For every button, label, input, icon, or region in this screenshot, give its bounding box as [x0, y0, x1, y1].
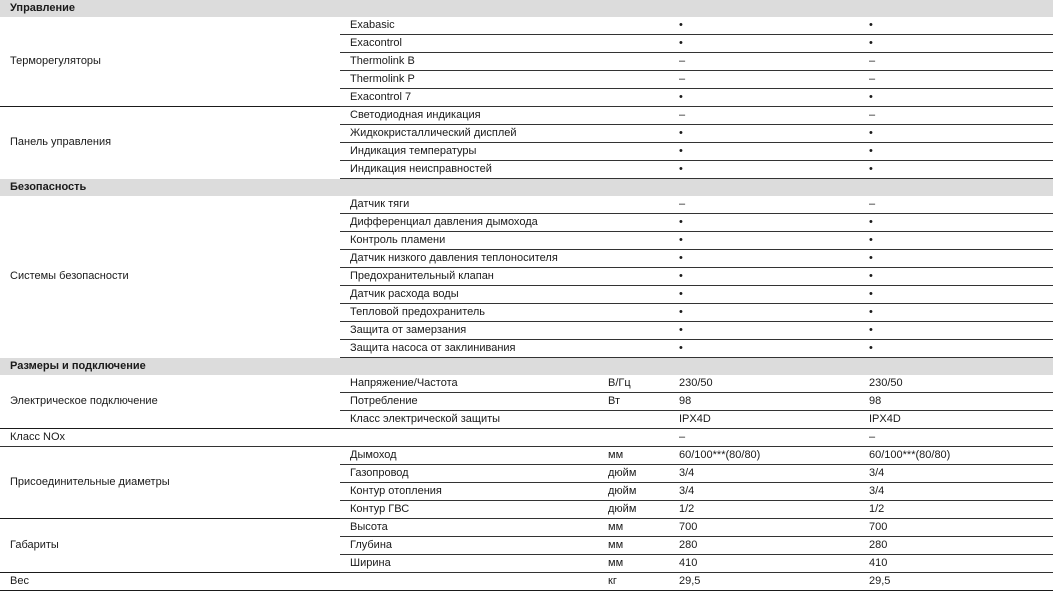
value-model-2: 280 — [865, 537, 1053, 555]
value-model-2: – — [865, 53, 1053, 71]
value-model-1: • — [675, 286, 865, 304]
param-name: Exacontrol 7 — [340, 89, 594, 107]
table-row — [0, 519, 1053, 537]
section-header-safety — [0, 179, 1053, 197]
param-name: Контроль пламени — [340, 232, 594, 250]
unit: дюйм — [594, 483, 675, 501]
param-name: Предохранительный клапан — [340, 268, 594, 286]
param-name: Дымоход — [340, 447, 594, 465]
value-model-1: 280 — [675, 537, 865, 555]
param-name: Светодиодная индикация — [340, 107, 594, 125]
value-model-1: • — [675, 304, 865, 322]
table-row — [0, 573, 1053, 591]
unit: дюйм — [594, 465, 675, 483]
value-model-1: • — [675, 322, 865, 340]
unit: дюйм — [594, 501, 675, 519]
value-model-1: • — [675, 143, 865, 161]
param-name: Тепловой предохранитель — [340, 304, 594, 322]
value-model-1: 3/4 — [675, 483, 865, 501]
section-title: Размеры и подключение — [0, 358, 1053, 376]
param-name: Датчик низкого давления теплоносителя — [340, 250, 594, 268]
value-model-1: • — [675, 232, 865, 250]
unit: мм — [594, 537, 675, 555]
value-model-2: • — [865, 143, 1053, 161]
param-name: Exabasic — [340, 17, 594, 35]
param-name: Высота — [340, 519, 594, 537]
group-label: Терморегуляторы — [10, 55, 101, 67]
unit — [594, 232, 675, 250]
value-model-1: • — [675, 268, 865, 286]
value-model-1: – — [675, 196, 865, 214]
param-name: Индикация температуры — [340, 143, 594, 161]
value-model-1: 60/100***(80/80) — [675, 447, 865, 465]
param-name: Жидкокристаллический дисплей — [340, 125, 594, 143]
value-model-1: 410 — [675, 555, 865, 573]
unit — [594, 340, 675, 358]
table-row — [0, 107, 1053, 125]
param-name: Exacontrol — [340, 35, 594, 53]
value-model-2: • — [865, 125, 1053, 143]
unit — [594, 411, 675, 429]
value-model-2: 700 — [865, 519, 1053, 537]
param-name: Датчик расхода воды — [340, 286, 594, 304]
value-model-1: – — [675, 53, 865, 71]
value-model-1: 230/50 — [675, 375, 865, 393]
table-row — [0, 375, 1053, 393]
value-model-2: • — [865, 322, 1053, 340]
unit — [594, 89, 675, 107]
unit — [594, 286, 675, 304]
value-model-2: • — [865, 17, 1053, 35]
unit — [594, 35, 675, 53]
param-name: Контур ГВС — [340, 501, 594, 519]
param-name: Газопровод — [340, 465, 594, 483]
value-model-1: – — [675, 71, 865, 89]
value-model-1: • — [675, 161, 865, 179]
value-model-2: • — [865, 35, 1053, 53]
param-name: Контур отопления — [340, 483, 594, 501]
value-model-2: – — [865, 196, 1053, 214]
group-label: Вес — [0, 573, 340, 591]
value-model-1: 98 — [675, 393, 865, 411]
value-model-2: 230/50 — [865, 375, 1053, 393]
value-model-1: – — [675, 107, 865, 125]
unit: мм — [594, 555, 675, 573]
value-model-2: 98 — [865, 393, 1053, 411]
param-name: Класс электрической защиты — [340, 411, 594, 429]
group-label: Присоединительные диаметры — [10, 476, 170, 488]
value-model-2: • — [865, 250, 1053, 268]
param-name: Глубина — [340, 537, 594, 555]
table-row — [0, 17, 1053, 35]
value-model-1: 700 — [675, 519, 865, 537]
value-model-2: • — [865, 268, 1053, 286]
value-model-2: • — [865, 304, 1053, 322]
unit — [594, 161, 675, 179]
table-row — [0, 429, 1053, 447]
table-row — [0, 447, 1053, 465]
param-name — [340, 573, 594, 591]
value-model-2: • — [865, 232, 1053, 250]
section-title: Управление — [0, 0, 1053, 17]
value-model-2: IPX4D — [865, 411, 1053, 429]
param-name: Напряжение/Частота — [340, 375, 594, 393]
value-model-2: – — [865, 107, 1053, 125]
value-model-2: • — [865, 214, 1053, 232]
unit — [594, 196, 675, 214]
value-model-2: – — [865, 71, 1053, 89]
unit: мм — [594, 519, 675, 537]
section-title: Безопасность — [0, 179, 1053, 197]
unit: В/Гц — [594, 375, 675, 393]
unit — [594, 107, 675, 125]
value-model-1: IPX4D — [675, 411, 865, 429]
unit — [594, 53, 675, 71]
value-model-1: • — [675, 125, 865, 143]
unit — [594, 125, 675, 143]
param-name: Thermolink B — [340, 53, 594, 71]
unit: кг — [594, 573, 675, 591]
value-model-2: 410 — [865, 555, 1053, 573]
value-model-2: • — [865, 286, 1053, 304]
param-name: Ширина — [340, 555, 594, 573]
param-name: Индикация неисправностей — [340, 161, 594, 179]
value-model-1: • — [675, 214, 865, 232]
value-model-1: • — [675, 35, 865, 53]
value-model-1: – — [675, 429, 865, 447]
group-label: Габариты — [0, 519, 340, 573]
group-label: Электрическое подключение — [10, 395, 158, 407]
group-label: Панель управления — [0, 107, 340, 179]
value-model-1: 1/2 — [675, 501, 865, 519]
value-model-1: 29,5 — [675, 573, 865, 591]
value-model-2: • — [865, 89, 1053, 107]
unit — [594, 143, 675, 161]
unit — [594, 268, 675, 286]
section-header-control — [0, 0, 1053, 17]
group-label: Класс NOx — [0, 429, 340, 447]
unit — [594, 250, 675, 268]
param-name: Датчик тяги — [340, 196, 594, 214]
table-row — [0, 196, 1053, 214]
param-name: Thermolink P — [340, 71, 594, 89]
unit — [594, 429, 675, 447]
value-model-1: • — [675, 340, 865, 358]
unit — [594, 17, 675, 35]
param-name: Защита от замерзания — [340, 322, 594, 340]
value-model-2: 3/4 — [865, 483, 1053, 501]
value-model-1: • — [675, 250, 865, 268]
param-name — [340, 429, 594, 447]
unit — [594, 71, 675, 89]
value-model-2: 3/4 — [865, 465, 1053, 483]
value-model-1: • — [675, 17, 865, 35]
group-label: Системы безопасности — [10, 270, 129, 283]
unit — [594, 304, 675, 322]
section-header-dimensions — [0, 358, 1053, 376]
value-model-2: • — [865, 340, 1053, 358]
value-model-1: • — [675, 89, 865, 107]
param-name: Дифференциал давления дымохода — [340, 214, 594, 232]
value-model-1: 3/4 — [675, 465, 865, 483]
unit — [594, 214, 675, 232]
value-model-2: 60/100***(80/80) — [865, 447, 1053, 465]
unit: Вт — [594, 393, 675, 411]
value-model-2: 1/2 — [865, 501, 1053, 519]
value-model-2: – — [865, 429, 1053, 447]
param-name: Потребление — [340, 393, 594, 411]
value-model-2: 29,5 — [865, 573, 1053, 591]
value-model-2: • — [865, 161, 1053, 179]
unit: мм — [594, 447, 675, 465]
unit — [594, 322, 675, 340]
param-name: Защита насоса от заклинивания — [340, 340, 594, 358]
